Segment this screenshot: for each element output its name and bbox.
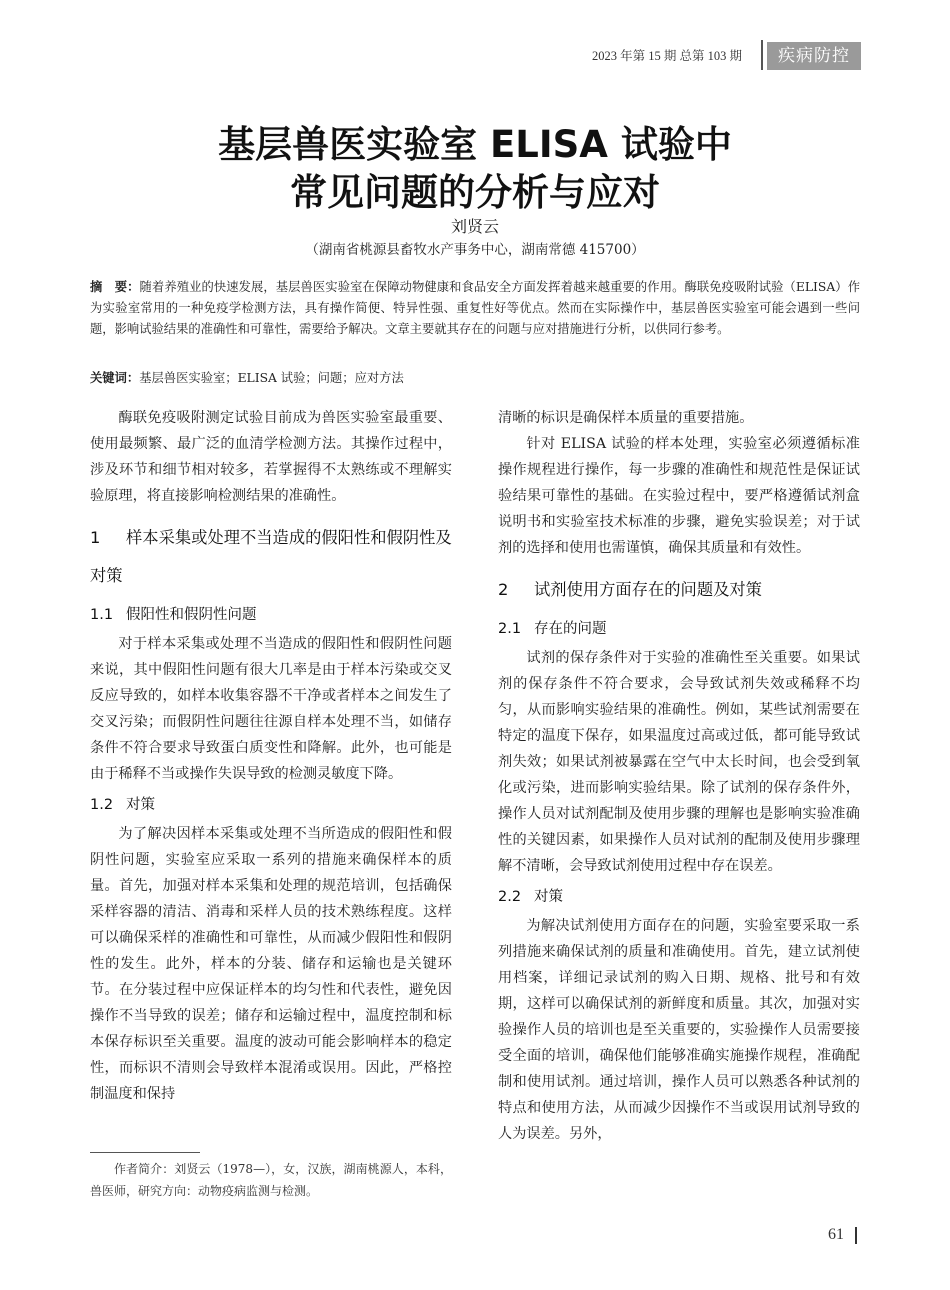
section-2-heading (498, 571, 860, 609)
intro-paragraph: 酶联免疫吸附测定试验目前成为兽医实验室最重要、使用最频繁、最广泛的血清学检测方法。其操作过程中，涉及环节和细节相对较多，若掌握得不太熟练或不理解实验原理，将直接影响检测结果的准确性。 (90, 410, 452, 504)
section-2-2-number: 2.2 (498, 889, 522, 905)
keywords (90, 368, 860, 386)
section-1-2-title: 对策 (126, 797, 155, 813)
header-separator (761, 40, 763, 70)
keywords-text: 基层兽医实验室；ELISA 试验；问题；应对方法 (139, 371, 404, 385)
section-2-title: 试剂使用方面存在的问题及对策 (534, 580, 762, 599)
section-2-2-paragraph: 为解决试剂使用方面存在的问题，实验室要采取一系列措施来确保试剂的质量和准确使用。首先，建立试剂使用档案，详细记录试剂的购入日期、规格、批号和有效期，这样可以确保试剂的新鲜度和质量。其次，加强对实验操作人员的培训也是至关重要的，实验操作人员需要接受全面的培训，确保他们能够准确实施操作规程，准确配制和使用试剂。通过培训，操作人员可以熟悉各种试剂的特点和使用方法，从而减少因操作不当或误用试剂导致的人为误差。另外， (498, 918, 860, 1142)
section-2-2-title: 对策 (534, 889, 563, 905)
section-badge: 疾病防控 (767, 42, 861, 70)
continued-paragraph: 清晰的标识是确保样本质量的重要措施。 (498, 410, 754, 426)
footnote-rule (90, 1152, 200, 1153)
article-title-line-2: 常见问题的分析与应对 (290, 171, 660, 214)
page-number-bar (855, 1227, 857, 1244)
article-title-line-1: 基层兽医实验室 ELISA 试验中 (218, 123, 732, 166)
section-2-1-title: 存在的问题 (534, 621, 607, 637)
abstract (90, 277, 860, 340)
abstract-text: 随着养殖业的快速发展，基层兽医实验室在保障动物健康和食品安全方面发挥着越来越重要的作用。酶联免疫吸附试验（ELISA）作为实验室常用的一种免疫学检测方法，具有操作简便、特异性强、重复性好等优点。然而在实际操作中，基层兽医实验室可能会遇到一些问题，影响试验结果的准确性和可靠性，需要给予解决。文章主要就其存在的问题与应对措施进行分析，以供同行参考。 (90, 280, 860, 336)
keywords-label: 关键词： (90, 371, 140, 385)
section-1-title: 样本采集或处理不当造成的假阳性和假阴性及对策 (90, 528, 452, 585)
section-1-2-number: 1.2 (90, 797, 114, 813)
abstract-label: 摘 要： (90, 280, 140, 294)
section-1-heading (90, 519, 452, 595)
section-1-2-paragraph: 为了解决因样本采集或处理不当所造成的假阳性和假阴性问题，实验室应采取一系列的措施来确保样本的质量。首先，加强对样本采集和处理的规范培训，包括确保采样容器的清洁、消毒和采样人员的技术熟练程度。这样可以确保采样的准确性和可靠性，从而减少假阳性和假阴性的发生。此外，样本的分装、储存和运输也是关键环节。在分装过程中应保证样本的均匀性和代表性，避免因操作不当导致的误差；储存和运输过程中，温度控制和标本保存标识至关重要。温度的波动可能会影响样本的稳定性，而标识不清则会导致样本混淆或误用。因此，严格控制温度和保持 (90, 826, 452, 1102)
section-2-1-heading (498, 615, 860, 643)
right-column (498, 405, 860, 1147)
section-1-1-title: 假阳性和假阴性问题 (126, 607, 257, 623)
left-column (90, 405, 452, 1107)
section-2-2-heading (498, 883, 860, 911)
section-1-1-number: 1.1 (90, 607, 114, 623)
issue-info: 2023 年第 15 期 总第 103 期 (592, 49, 743, 63)
author-footnote: 作者简介：刘贤云（1978—），女，汉族，湖南桃源人，本科，兽医师，研究方向：动物疫病监测与检测。 (90, 1162, 452, 1198)
author-name: 刘贤云 (450, 217, 499, 236)
page-number: 61 (828, 1226, 844, 1243)
section-2-1-number: 2.1 (498, 621, 522, 637)
section-1-1-paragraph: 对于样本采集或处理不当造成的假阳性和假阴性问题来说，其中假阳性问题有很大几率是由于样本污染或交叉反应导致的，如样本收集容器不干净或者样本之间发生了交叉污染；而假阴性问题往往源自样本处理不当，如储存条件不符合要求导致蛋白质变性和降解。此外，也可能是由于稀释不当或操作失误导致的检测灵敏度下降。 (90, 636, 452, 782)
section-2-number: 2 (498, 580, 509, 599)
author-affiliation: （湖南省桃源县畜牧水产事务中心，湖南常德 415700） (305, 242, 645, 258)
section-1-1-heading (90, 601, 452, 629)
section-1-number: 1 (90, 528, 101, 547)
section-1-2-heading (90, 791, 452, 819)
sample-handling-paragraph: 针对 ELISA 试验的样本处理，实验室必须遵循标准操作规程进行操作，每一步骤的准确性和规范性是保证试验结果可靠性的基础。在实验过程中，要严格遵循试剂盒说明书和实验室技术标准的步骤，避免实验误差；对于试剂的选择和使用也需谨慎，确保其质量和有效性。 (498, 436, 860, 556)
section-2-1-paragraph: 试剂的保存条件对于实验的准确性至关重要。如果试剂的保存条件不符合要求，会导致试剂失效或稀释不均匀，从而影响实验结果的准确性。例如，某些试剂需要在特定的温度下保存，如果温度过高或过低，都可能导致试剂失效；如果试剂被暴露在空气中太长时间，也会受到氧化或污染，进而影响实验结果。除了试剂的保存条件外，操作人员对试剂配制及使用步骤的理解也是影响实验准确性的关键因素，如果操作人员对试剂的配制及使用步骤理解不清晰，会导致试剂使用过程中存在误差。 (498, 650, 860, 874)
